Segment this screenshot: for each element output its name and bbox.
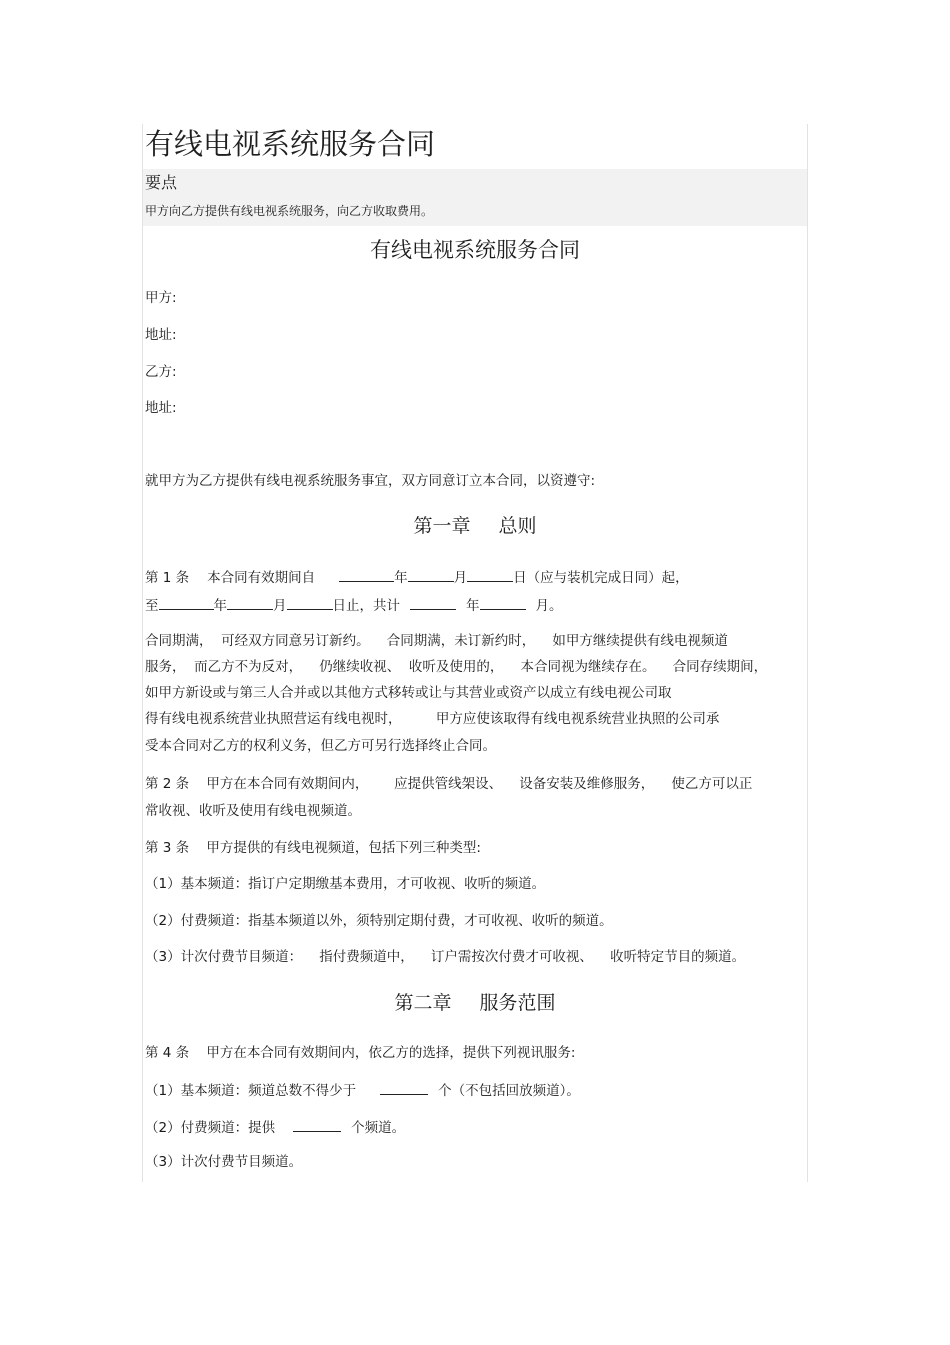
- end-month-blank: [227, 595, 273, 610]
- item-1-tail: 个（不包括回放频道）。: [438, 1083, 580, 1099]
- chapter-2-name: 服务范围: [479, 992, 556, 1014]
- start-year-blank: [339, 567, 394, 582]
- party-b-address-label: 地址:: [145, 400, 177, 416]
- article-3: 第 3 条 甲方提供的有线电视频道，包括下列三种类型:: [145, 840, 481, 856]
- article-1-p2-line: 服务， 而乙方不为反对， 仍继续收视、 收听及使用的， 本合同视为继续存在。 合同存续期间，: [145, 659, 768, 675]
- article-1-line-2: [145, 595, 563, 615]
- to-label: 至: [145, 598, 159, 614]
- article-1-p2-line: 得有线电视系统营业执照营运有线电视时， 甲方应使该取得有线电视系统营业执照的公司承: [145, 711, 720, 727]
- channel-count-blank: [380, 1080, 428, 1095]
- article-1-end-text: 日止，共计: [332, 598, 400, 614]
- article-1-label: 第 1 条: [145, 570, 190, 586]
- article-3-item: （1）基本频道：指订户定期缴基本费用，才可收视、收听的频道。: [145, 876, 546, 892]
- summary-text: 甲方向乙方提供有线电视系统服务，向乙方收取费用。: [145, 204, 434, 218]
- article-1-p2-line: 如甲方新设或与第三人合并或以其他方式移转或让与其营业或资产以成立有线电视公司取: [145, 685, 672, 701]
- party-a-label: 甲方:: [145, 290, 177, 306]
- summary-box: [143, 169, 807, 226]
- article-1-start-tail: 日（应与装机完成日同）起，: [513, 570, 689, 586]
- article-4: 第 4 条 甲方在本合同有效期间内，依乙方的选择，提供下列视讯服务:: [145, 1045, 576, 1061]
- end-day-blank: [287, 595, 333, 610]
- article-2-line: 常收视、收听及使用有线电视频道。: [145, 803, 361, 819]
- paid-channel-blank: [293, 1117, 341, 1132]
- month-unit: 月: [453, 570, 468, 586]
- article-2-line: 第 2 条 甲方在本合同有效期间内， 应提供管线架设、 设备安装及维修服务， 使乙方可以正: [145, 776, 753, 792]
- article-4-item-1: [145, 1080, 580, 1100]
- chapter-2-heading: [143, 990, 807, 1016]
- article-1-p2-line: 合同期满， 可经双方同意另订新约。 合同期满，未订新约时， 如甲方继续提供有线电视频道: [145, 633, 728, 649]
- year-unit: 年: [394, 570, 408, 586]
- item-2-tail: 个频道。: [351, 1120, 406, 1136]
- start-day-blank: [467, 567, 513, 582]
- total-months-blank: [480, 595, 526, 610]
- start-month-blank: [408, 567, 454, 582]
- chapter-1-name: 总则: [498, 515, 537, 537]
- preamble: 就甲方为乙方提供有线电视系统服务事宜，双方同意订立本合同，以资遵守:: [145, 473, 596, 489]
- article-4-item-2: [145, 1117, 405, 1137]
- article-1-p2-line: 受本合同对乙方的权利义务，但乙方可另行选择终止合同。: [145, 738, 496, 754]
- article-1-start-text: 本合同有效期间自: [207, 570, 316, 586]
- article-3-item: （3）计次付费节目频道： 指付费频道中， 订户需按次付费才可收视、 收听特定节目的频道。: [145, 949, 746, 965]
- article-1-line-1: [145, 567, 689, 587]
- party-b-label: 乙方:: [145, 364, 177, 380]
- chapter-1-heading: [143, 513, 807, 539]
- contract-title: 有线电视系统服务合同: [370, 238, 580, 262]
- article-3-item: （2）付费频道：指基本频道以外，须特别定期付费，才可收视、收听的频道。: [145, 913, 613, 929]
- article-1-end-tail: 月。: [535, 598, 563, 614]
- month-unit: 月: [273, 598, 287, 614]
- document-page: [142, 124, 808, 1182]
- item-1-text: （1）基本频道：频道总数不得少于: [145, 1083, 357, 1099]
- year-unit: 年: [213, 598, 227, 614]
- party-a-address-label: 地址:: [145, 327, 177, 343]
- summary-heading: 要点: [145, 173, 178, 192]
- article-4-item-3: （3）计次付费节目频道。: [145, 1154, 303, 1170]
- page-title: 有线电视系统服务合同: [145, 127, 436, 161]
- year-unit: 年: [466, 598, 480, 614]
- end-year-blank: [159, 595, 214, 610]
- chapter-2-number: 第二章: [394, 992, 452, 1014]
- chapter-1-number: 第一章: [413, 515, 471, 537]
- item-2-text: （2）付费频道：提供: [145, 1120, 276, 1136]
- total-years-blank: [410, 595, 456, 610]
